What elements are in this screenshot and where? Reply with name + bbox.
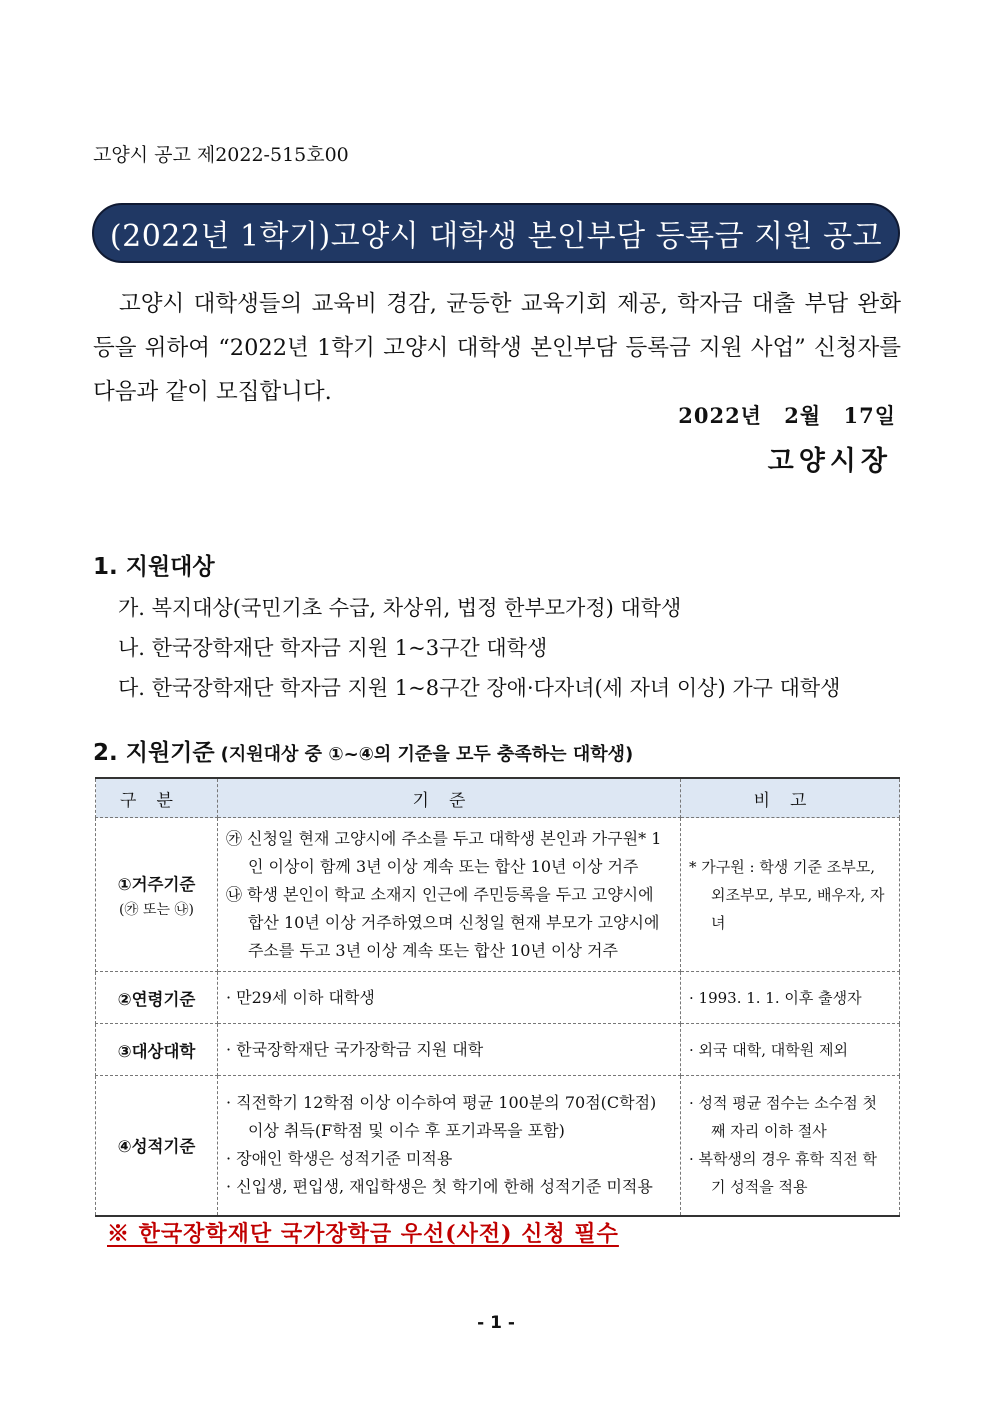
section-heading-target: 1. 지원대상 (93, 554, 215, 580)
criteria-item: · 한국장학재단 국가장학금 지원 대학 (225, 1039, 484, 1059)
category-cell (96, 1024, 218, 1076)
criteria-cell (217, 1076, 680, 1216)
table-row (96, 818, 900, 972)
criteria-item: · 만29세 이하 대학생 (225, 987, 375, 1007)
criteria-table (95, 777, 900, 1217)
table-header-row (96, 778, 900, 818)
table-row (96, 1076, 900, 1216)
note-cell (680, 1076, 899, 1216)
criteria-item: · 신입생, 편입생, 재입학생은 첫 학기에 한해 성적기준 미적용 (225, 1177, 653, 1197)
category-label: ③대상대학 (117, 1041, 196, 1061)
criteria-cell (217, 818, 680, 972)
section-subheading: (지원대상 중 ①~④의 기준을 모두 충족하는 대학생) (220, 744, 634, 765)
category-cell (96, 1076, 218, 1216)
table-header: 비고 (680, 778, 899, 818)
section-heading-label: 2. 지원기준 (93, 740, 215, 766)
document-number: 고양시 공고 제2022-515호00 (93, 144, 349, 166)
list-item: 다. 한국장학재단 학자금 지원 1~8구간 장애·다자녀(세 자녀 이상) 가구 대학생 (118, 676, 841, 700)
category-sub: (㉮ 또는 ㉯) (119, 901, 194, 918)
note-item: · 복학생의 경우 휴학 직전 학기 성적을 적용 (688, 1150, 877, 1197)
signer: 고양시장 (767, 446, 892, 477)
intro-paragraph: 고양시 대학생들의 교육비 경감, 균등한 교육기회 제공, 학자금 대출 부담 완화 등을 위하여 “2022년 1학기 고양시 대학생 본인부담 등록금 지원 사업” 신청자를 다음과 같이 모집합니다. (93, 291, 901, 405)
list-item: 가. 복지대상(국민기초 수급, 차상위, 법정 한부모가정) 대학생 (118, 596, 682, 620)
note-cell (680, 972, 899, 1024)
table-header: 구분 (96, 778, 218, 818)
section-heading-criteria (93, 734, 633, 767)
notice-text: ※ 한국장학재단 국가장학금 우선(사전) 신청 필수 (107, 1221, 619, 1247)
note-item: · 성적 평균 점수는 소수점 첫째 자리 이하 절사 (688, 1094, 877, 1141)
note-item: · 1993. 1. 1. 이후 출생자 (688, 988, 862, 1007)
criteria-item: · 장애인 학생은 성적기준 미적용 (225, 1149, 453, 1169)
table-row (96, 1024, 900, 1076)
page-number: - 1 - (477, 1313, 515, 1333)
note-cell (680, 1024, 899, 1076)
category-cell (96, 972, 218, 1024)
title-banner: (2022년 1학기)고양시 대학생 본인부담 등록금 지원 공고 (92, 203, 900, 263)
criteria-cell (217, 1024, 680, 1076)
target-list (118, 588, 840, 708)
category-cell (96, 818, 218, 972)
category-label: ④성적기준 (117, 1137, 196, 1157)
criteria-item: ㉯ 학생 본인이 학교 소재지 인근에 주민등록을 두고 고양시에 합산 10년 이상 거주하였으며 신청일 현재 부모가 고양시에 주소를 두고 3년 이상 계속 또는 합산 10년 이상 거주 (225, 884, 660, 960)
category-label: ②연령기준 (117, 989, 196, 1009)
criteria-item: ㉮ 신청일 현재 고양시에 주소를 두고 대학생 본인과 가구원* 1인 이상이 함께 3년 이상 계속 또는 합산 10년 이상 거주 (225, 828, 662, 876)
table-row (96, 972, 900, 1024)
note-cell (680, 818, 899, 972)
criteria-cell (217, 972, 680, 1024)
category-label: ①거주기준 (117, 874, 196, 894)
announcement-date: 2022년 2월 17일 (678, 403, 896, 428)
note-item: · 외국 대학, 대학원 제외 (688, 1040, 849, 1059)
table-header: 기준 (217, 778, 680, 818)
list-item: 나. 한국장학재단 학자금 지원 1~3구간 대학생 (118, 636, 548, 660)
note-item: * 가구원 : 학생 기준 조부모, 외조부모, 부모, 배우자, 자녀 (688, 857, 885, 932)
criteria-item: · 직전학기 12학점 이상 이수하여 평균 100분의 70점(C학점) 이상 취득(F학점 및 이수 후 포기과목을 포함) (225, 1093, 657, 1141)
